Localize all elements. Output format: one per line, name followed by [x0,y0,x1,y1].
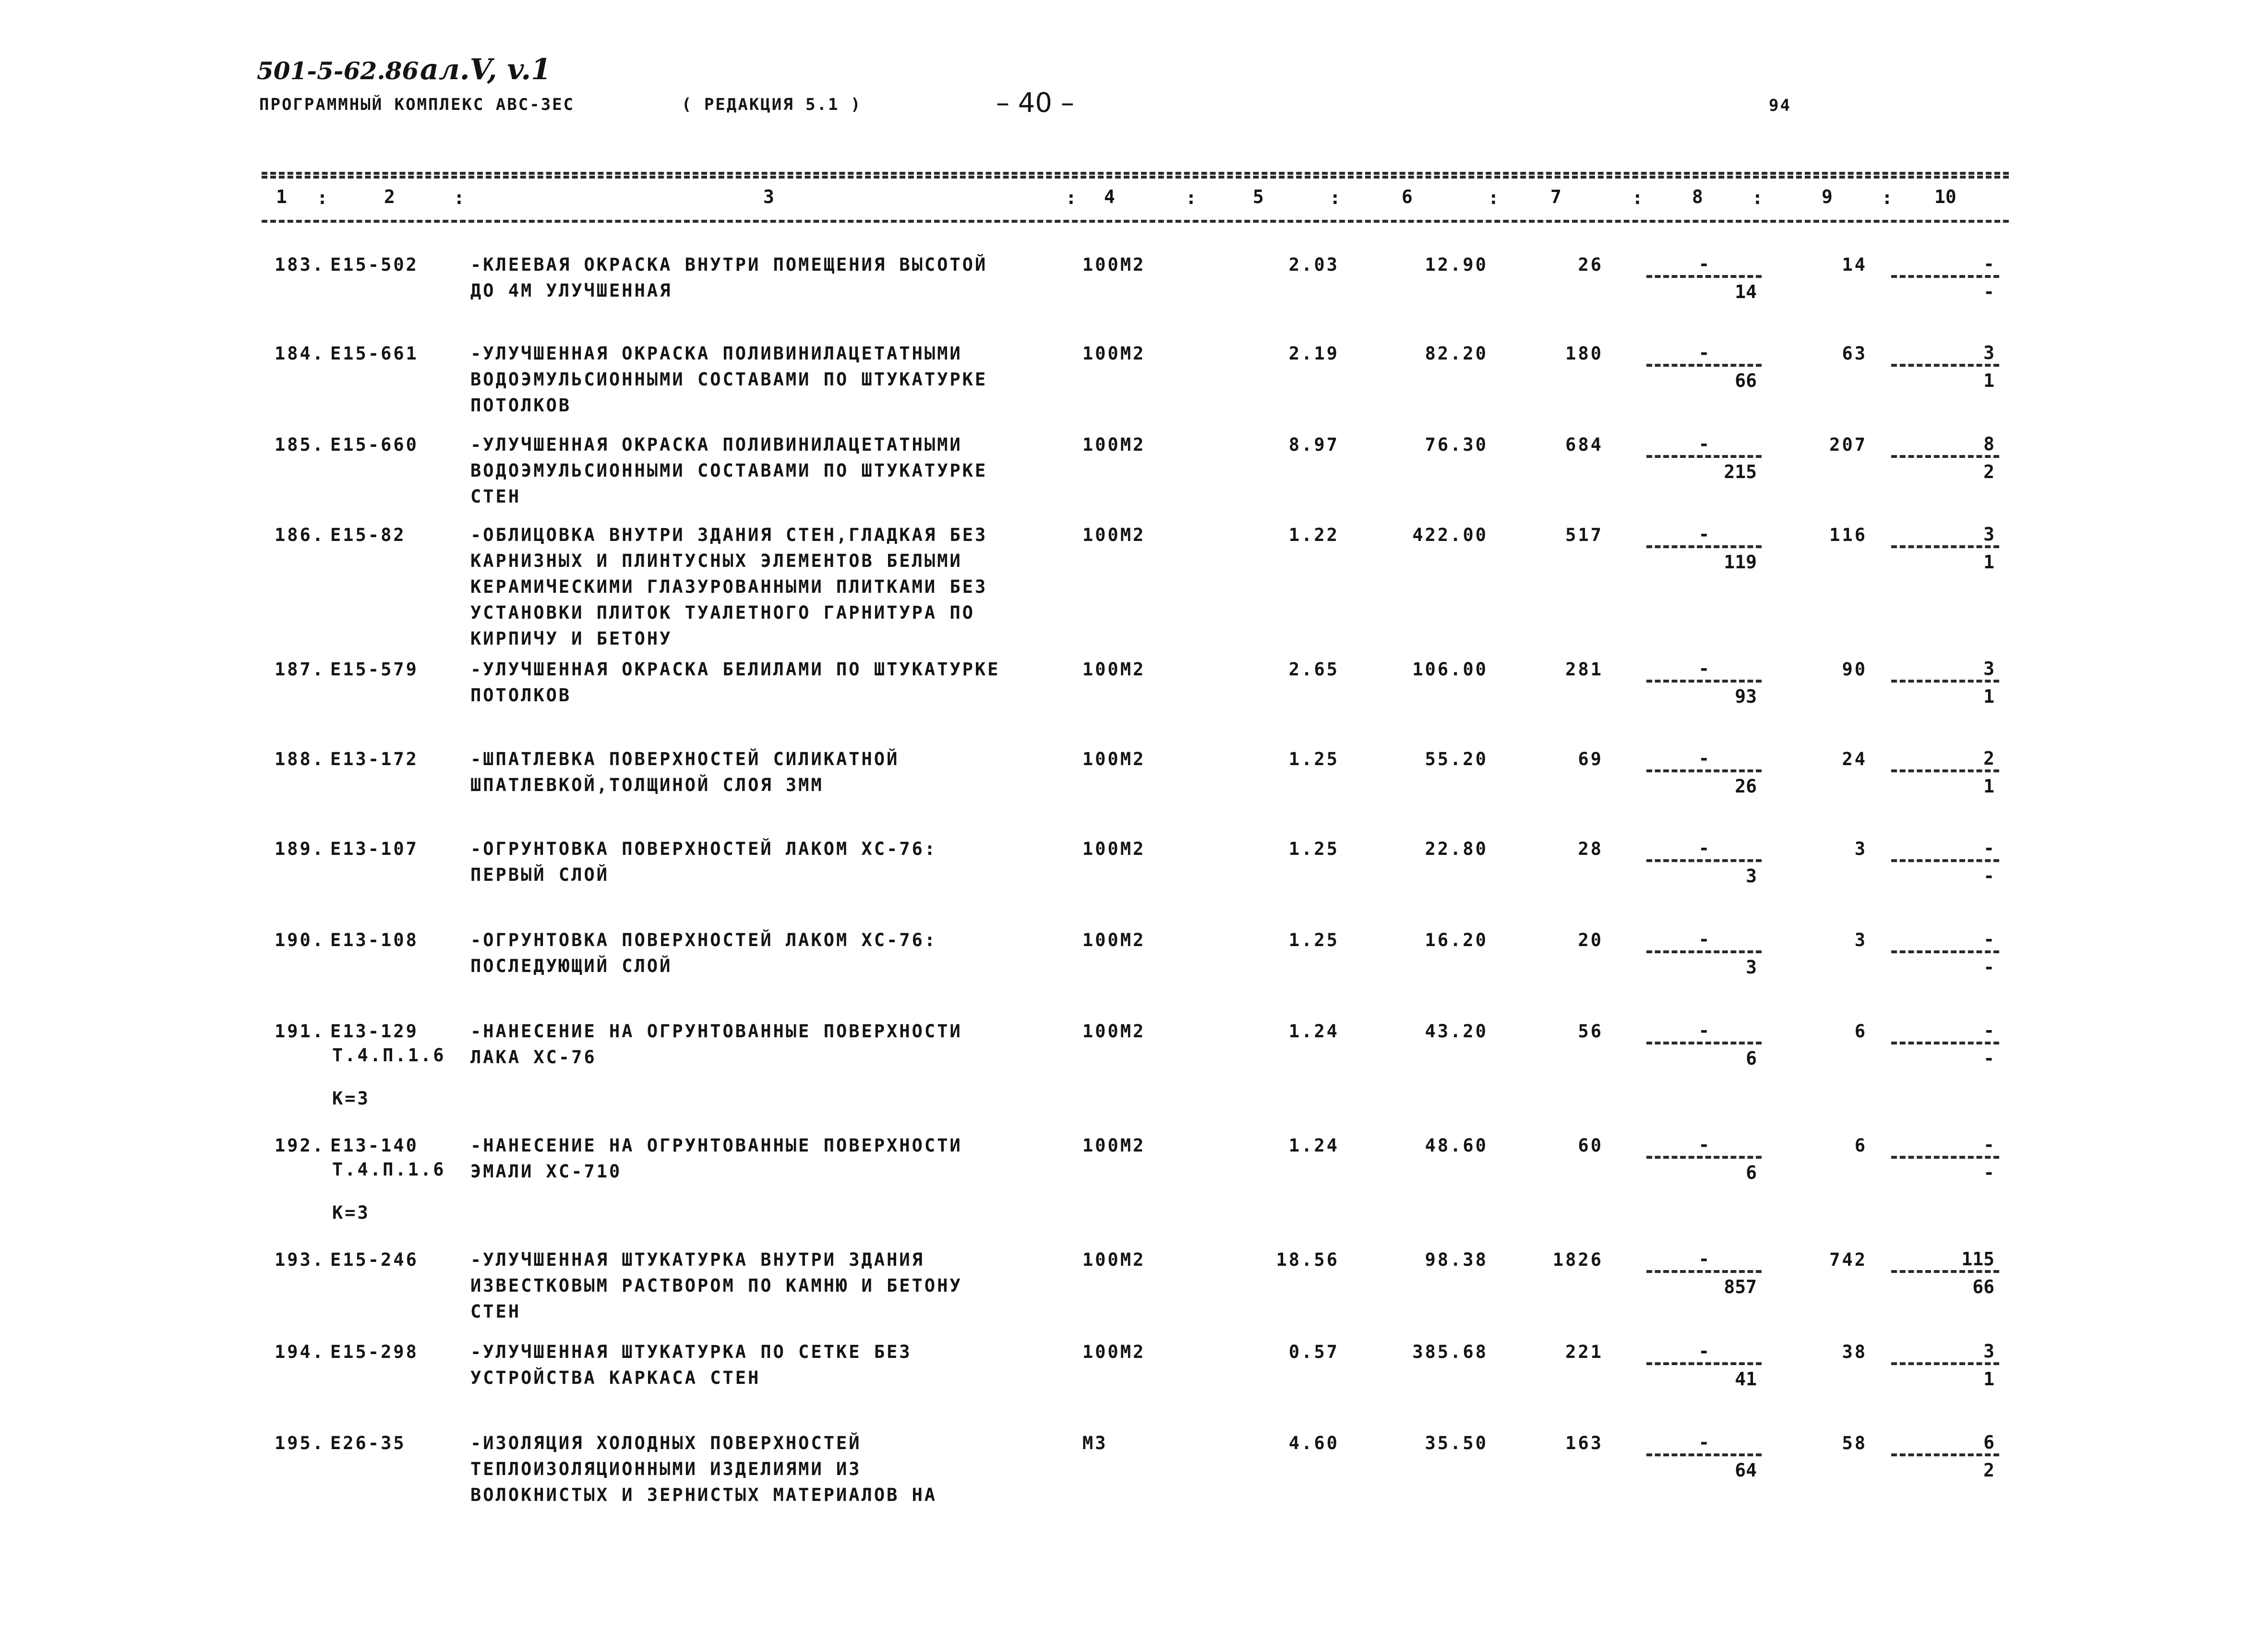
row-unit: 100М2 [1082,659,1146,680]
row-description-line: ТЕПЛОИЗОЛЯЦИОННЫМИ ИЗДЕЛИЯМИ ИЗ [470,1459,862,1479]
column-separator: : [1330,187,1341,208]
row-col8-fraction [1646,1247,1762,1297]
row-number: 186. [275,525,325,545]
row-col8-fraction [1646,1133,1762,1183]
row-col10-fraction [1891,1019,1999,1068]
row-col7: 69 [1578,749,1603,769]
row-col8-bottom: 215 [1724,461,1757,482]
row-unit: 100М2 [1082,930,1146,950]
row-col9: 63 [1842,343,1867,364]
row-col8-top: - [1698,524,1710,545]
row-col7: 180 [1565,343,1603,364]
row-col7: 60 [1578,1135,1603,1156]
fraction-line [1891,364,1999,367]
row-col8-top: - [1698,1248,1710,1270]
row-col8-top: - [1698,838,1710,859]
row-col8-bottom: 64 [1735,1460,1757,1481]
row-unit: 100М2 [1082,1021,1146,1042]
row-col10-bottom: 66 [1972,1276,1994,1297]
row-quantity: 1.24 [1288,1135,1339,1156]
row-col9: 116 [1829,525,1867,545]
column-separator: : [1882,187,1893,208]
row-col8-bottom: 6 [1746,1162,1757,1183]
fraction-line [1646,859,1762,862]
fraction-line [1891,950,1999,953]
row-col7: 20 [1578,930,1603,950]
row-number: 190. [275,930,325,950]
column-separator: : [1632,187,1643,208]
row-code-modifier: К=3 [332,1202,370,1223]
row-code: Е15-502 [330,254,419,275]
row-col8-fraction [1646,1339,1762,1389]
row-description-line: СТЕН [470,486,521,507]
row-col10-fraction [1891,746,1999,796]
row-col10-top: 3 [1983,658,1994,679]
row-code: Е13-107 [330,839,419,859]
row-description-line: ПОСЛЕДУЮЩИЙ СЛОЙ [470,956,672,976]
row-col8-top: - [1698,1432,1710,1453]
row-col8-top: - [1698,1020,1710,1041]
row-quantity: 18.56 [1276,1249,1339,1270]
row-description-line: КЕРАМИЧЕСКИМИ ГЛАЗУРОВАННЫМИ ПЛИТКАМИ БЕЗ [470,576,988,597]
row-col10-fraction [1891,1247,1999,1297]
row-col10-top: - [1983,1020,1994,1041]
row-col7: 221 [1565,1342,1603,1362]
row-description-line: -ШПАТЛЕВКА ПОВЕРХНОСТЕЙ СИЛИКАТНОЙ [470,749,900,769]
row-col9: 207 [1829,434,1867,455]
row-unit-price: 43.20 [1425,1021,1488,1042]
row-col10-fraction [1891,1339,1999,1389]
row-code: Е15-246 [330,1249,419,1270]
row-quantity: 1.24 [1288,1021,1339,1042]
row-col7: 517 [1565,525,1603,545]
row-description-line: ВОЛОКНИСТЫХ И ЗЕРНИСТЫХ МАТЕРИАЛОВ НА [470,1485,937,1505]
column-separator: : [1488,187,1499,208]
row-unit: 100М2 [1082,1249,1146,1270]
row-description-line: УСТРОЙСТВА КАРКАСА СТЕН [470,1368,761,1388]
row-col8-top: - [1698,929,1710,950]
fraction-line [1646,680,1762,683]
row-col10-bottom: 1 [1983,552,1994,573]
document-code: 501-5-62.86 [257,57,419,85]
column-header-7: 7 [1550,186,1561,207]
row-unit-price: 76.30 [1425,434,1488,455]
column-header-1: 1 [276,186,287,207]
row-description-line: ДО 4М УЛУЧШЕННАЯ [470,280,672,301]
row-col8-top: - [1698,253,1710,275]
row-col10-top: 6 [1983,1432,1994,1453]
row-code: Е15-661 [330,343,419,364]
row-col8-top: - [1698,342,1710,363]
fraction-line [1891,545,1999,548]
row-col9: 38 [1842,1342,1867,1362]
column-header-5: 5 [1253,186,1264,207]
table-top-rule [262,172,2009,175]
row-unit: М3 [1082,1433,1108,1453]
fraction-line [1646,455,1762,458]
row-col10-bottom: 2 [1983,1460,1994,1481]
row-col10-fraction [1891,1133,1999,1183]
row-description-line: -ОГРУНТОВКА ПОВЕРХНОСТЕЙ ЛАКОМ ХС-76: [470,839,937,859]
row-description-line: ЭМАЛИ ХС-710 [470,1161,622,1182]
row-col9: 6 [1854,1135,1867,1156]
row-col8-fraction [1646,1019,1762,1068]
row-unit-price: 82.20 [1425,343,1488,364]
row-description-line: -НАНЕСЕНИЕ НА ОГРУНТОВАННЫЕ ПОВЕРХНОСТИ [470,1135,962,1156]
row-col7: 281 [1565,659,1603,680]
row-col10-bottom: 1 [1983,686,1994,707]
row-col8-fraction [1646,657,1762,707]
row-quantity: 1.25 [1288,749,1339,769]
row-code: Е13-129 [330,1021,419,1042]
row-unit-price: 48.60 [1425,1135,1488,1156]
row-unit-price: 35.50 [1425,1433,1488,1453]
row-col8-fraction [1646,836,1762,886]
fraction-line [1891,1042,1999,1044]
row-quantity: 4.60 [1288,1433,1339,1453]
fraction-line [1891,1270,1999,1273]
row-unit: 100М2 [1082,343,1146,364]
row-description-line: КАРНИЗНЫХ И ПЛИНТУСНЫХ ЭЛЕМЕНТОВ БЕЛЫМИ [470,551,962,571]
row-col10-bottom: - [1983,1048,1994,1069]
row-unit: 100М2 [1082,1135,1146,1156]
column-separator: : [1066,187,1077,208]
row-code: Е13-140 [330,1135,419,1156]
row-unit-price: 422.00 [1412,525,1488,545]
fraction-line [1891,1362,1999,1365]
row-description-line: ВОДОЭМУЛЬСИОННЫМИ СОСТАВАМИ ПО ШТУКАТУРКЕ [470,369,988,390]
row-description-line: ИЗВЕСТКОВЫМ РАСТВОРОМ ПО КАМНЮ И БЕТОНУ [470,1275,962,1296]
row-col10-top: 3 [1983,1341,1994,1362]
fraction-line [1646,1362,1762,1365]
row-col10-bottom: 2 [1983,461,1994,482]
row-number: 195. [275,1433,325,1453]
row-unit: 100М2 [1082,254,1146,275]
handwritten-note: ал.V, v.1 [420,53,551,86]
row-col8-top: - [1698,1341,1710,1362]
row-code: Е15-660 [330,434,419,455]
row-number: 183. [275,254,325,275]
row-description-line: -ИЗОЛЯЦИЯ ХОЛОДНЫХ ПОВЕРХНОСТЕЙ [470,1433,862,1453]
row-description-line: -УЛУЧШЕННАЯ ШТУКАТУРКА ПО СЕТКЕ БЕЗ [470,1342,912,1362]
fraction-line [1891,859,1999,862]
row-col7: 56 [1578,1021,1603,1042]
row-col10-fraction [1891,522,1999,572]
row-description-line: -УЛУЧШЕННАЯ ОКРАСКА БЕЛИЛАМИ ПО ШТУКАТУРКЕ [470,659,1000,680]
row-col10-top: 3 [1983,342,1994,363]
row-col8-fraction [1646,252,1762,302]
row-col10-bottom: - [1983,1162,1994,1183]
column-separator: : [1186,187,1197,208]
row-description-line: УСТАНОВКИ ПЛИТОК ТУАЛЕТНОГО ГАРНИТУРА ПО [470,602,975,623]
row-col10-top: 3 [1983,524,1994,545]
row-unit-price: 106.00 [1412,659,1488,680]
row-quantity: 2.19 [1288,343,1339,364]
column-separator: : [1752,187,1763,208]
sheet-number: 94 [1769,96,1791,115]
row-unit-price: 12.90 [1425,254,1488,275]
row-col10-bottom: 1 [1983,370,1994,391]
row-description-line: -УЛУЧШЕННАЯ ШТУКАТУРКА ВНУТРИ ЗДАНИЯ [470,1249,924,1270]
row-quantity: 2.03 [1288,254,1339,275]
row-col10-fraction [1891,836,1999,886]
fraction-line [1646,364,1762,367]
column-separator: : [317,187,328,208]
page-number: – 40 – [996,87,1074,119]
row-code-modifier: Т.4.П.1.6 [332,1159,446,1180]
row-unit-price: 385.68 [1412,1342,1488,1362]
column-header-4: 4 [1104,186,1115,207]
row-col8-bottom: 41 [1735,1368,1757,1390]
row-col7: 26 [1578,254,1603,275]
row-col9: 742 [1829,1249,1867,1270]
column-header-3: 3 [763,186,774,207]
row-col10-fraction [1891,341,1999,391]
row-col7: 1826 [1552,1249,1603,1270]
row-code-modifier: К=3 [332,1088,370,1109]
row-unit: 100М2 [1082,749,1146,769]
row-quantity: 1.22 [1288,525,1339,545]
row-number: 184. [275,343,325,364]
row-col8-fraction [1646,927,1762,977]
row-number: 188. [275,749,325,769]
row-col9: 6 [1854,1021,1867,1042]
row-number: 193. [275,1249,325,1270]
fraction-line [1891,1156,1999,1159]
row-col8-bottom: 3 [1746,957,1757,978]
row-col9: 14 [1842,254,1867,275]
row-col10-bottom: - [1983,281,1994,302]
fraction-line [1646,1270,1762,1273]
row-number: 185. [275,434,325,455]
row-col10-bottom: - [1983,957,1994,978]
fraction-line [1891,1453,1999,1456]
row-col8-bottom: 857 [1724,1276,1757,1297]
row-description-line: ПОТОЛКОВ [470,395,572,416]
row-col8-fraction [1646,746,1762,796]
row-col8-top: - [1698,748,1710,769]
row-description-line: -ОБЛИЦОВКА ВНУТРИ ЗДАНИЯ СТЕН,ГЛАДКАЯ БЕЗ [470,525,988,545]
row-unit: 100М2 [1082,434,1146,455]
row-unit: 100М2 [1082,525,1146,545]
row-unit: 100М2 [1082,1342,1146,1362]
row-col10-fraction [1891,1430,1999,1480]
row-code: Е26-35 [330,1433,406,1453]
row-col10-top: - [1983,1134,1994,1155]
fraction-line [1646,950,1762,953]
row-code-modifier: Т.4.П.1.6 [332,1045,446,1066]
fraction-line [1891,275,1999,278]
fraction-line [1891,680,1999,683]
row-col8-bottom: 93 [1735,686,1757,707]
row-col10-fraction [1891,432,1999,482]
row-col8-bottom: 26 [1735,776,1757,797]
row-col10-top: - [1983,929,1994,950]
row-col10-bottom: - [1983,865,1994,887]
row-col8-fraction [1646,1430,1762,1480]
row-col8-bottom: 14 [1735,281,1757,302]
row-col8-fraction [1646,522,1762,572]
row-description-line: ПЕРВЫЙ СЛОЙ [470,864,610,885]
row-quantity: 1.25 [1288,930,1339,950]
row-col8-top: - [1698,658,1710,679]
column-header-9: 9 [1822,186,1833,207]
row-description-line: ШПАТЛЕВКОЙ,ТОЛЩИНОЙ СЛОЯ 3ММ [470,775,824,795]
row-quantity: 8.97 [1288,434,1339,455]
row-col9: 24 [1842,749,1867,769]
row-col7: 684 [1565,434,1603,455]
row-unit-price: 55.20 [1425,749,1488,769]
row-col8-fraction [1646,341,1762,391]
row-number: 192. [275,1135,325,1156]
row-col9: 3 [1854,930,1867,950]
row-code: Е15-298 [330,1342,419,1362]
column-header-10: 10 [1934,186,1956,207]
row-code: Е15-579 [330,659,419,680]
fraction-line [1646,1156,1762,1159]
row-col8-bottom: 6 [1746,1048,1757,1069]
row-col7: 28 [1578,839,1603,859]
row-code: Е13-172 [330,749,419,769]
row-col8-bottom: 66 [1735,370,1757,391]
row-quantity: 2.65 [1288,659,1339,680]
fraction-line [1646,769,1762,772]
row-description-line: ЛАКА ХС-76 [470,1047,597,1068]
row-number: 191. [275,1021,325,1042]
fraction-line [1891,455,1999,458]
row-col9: 58 [1842,1433,1867,1453]
row-col10-top: - [1983,253,1994,275]
table-header-rule [262,220,2009,223]
column-separator: : [454,187,465,208]
column-header-2: 2 [384,186,395,207]
row-col10-fraction [1891,252,1999,302]
row-col9: 90 [1842,659,1867,680]
fraction-line [1646,275,1762,278]
row-number: 189. [275,839,325,859]
row-description-line: -НАНЕСЕНИЕ НА ОГРУНТОВАННЫЕ ПОВЕРХНОСТИ [470,1021,962,1042]
fraction-line [1646,545,1762,548]
row-col8-top: - [1698,433,1710,455]
row-col9: 3 [1854,839,1867,859]
row-col10-fraction [1891,927,1999,977]
row-col10-top: 8 [1983,433,1994,455]
row-description-line: ВОДОЭМУЛЬСИОННЫМИ СОСТАВАМИ ПО ШТУКАТУРКЕ [470,460,988,481]
row-col10-top: - [1983,838,1994,859]
row-unit-price: 22.80 [1425,839,1488,859]
row-col10-bottom: 1 [1983,1368,1994,1390]
fraction-line [1646,1042,1762,1044]
fraction-line [1646,1453,1762,1456]
fraction-line [1891,769,1999,772]
row-col8-fraction [1646,432,1762,482]
column-header-8: 8 [1692,186,1703,207]
row-description-line: СТЕН [470,1301,521,1322]
row-number: 187. [275,659,325,680]
row-description-line: ПОТОЛКОВ [470,685,572,706]
row-description-line: -УЛУЧШЕННАЯ ОКРАСКА ПОЛИВИНИЛАЦЕТАТНЫМИ [470,434,962,455]
row-col7: 163 [1565,1433,1603,1453]
row-description-line: -КЛЕЕВАЯ ОКРАСКА ВНУТРИ ПОМЕЩЕНИЯ ВЫСОТОЙ [470,254,988,275]
column-header-6: 6 [1402,186,1413,207]
row-col10-top: 2 [1983,748,1994,769]
row-col8-bottom: 119 [1724,552,1757,573]
row-number: 194. [275,1342,325,1362]
row-unit: 100М2 [1082,839,1146,859]
row-quantity: 0.57 [1288,1342,1339,1362]
row-code: Е13-108 [330,930,419,950]
row-unit-price: 16.20 [1425,930,1488,950]
table-top-rule-2 [262,176,2009,179]
row-col10-fraction [1891,657,1999,707]
row-description-line: -ОГРУНТОВКА ПОВЕРХНОСТЕЙ ЛАКОМ ХС-76: [470,930,937,950]
row-col10-top: 115 [1961,1248,1994,1270]
row-description-line: -УЛУЧШЕННАЯ ОКРАСКА ПОЛИВИНИЛАЦЕТАТНЫМИ [470,343,962,364]
row-quantity: 1.25 [1288,839,1339,859]
row-col8-bottom: 3 [1746,865,1757,887]
row-col10-bottom: 1 [1983,776,1994,797]
row-description-line: КИРПИЧУ И БЕТОНУ [470,628,672,649]
row-code: Е15-82 [330,525,406,545]
program-edition: ( РЕДАКЦИЯ 5.1 ) [682,95,862,114]
row-col8-top: - [1698,1134,1710,1155]
row-unit-price: 98.38 [1425,1249,1488,1270]
program-name: ПРОГРАММНЫЙ КОМПЛЕКС АВС-ЗЕС [259,95,575,114]
